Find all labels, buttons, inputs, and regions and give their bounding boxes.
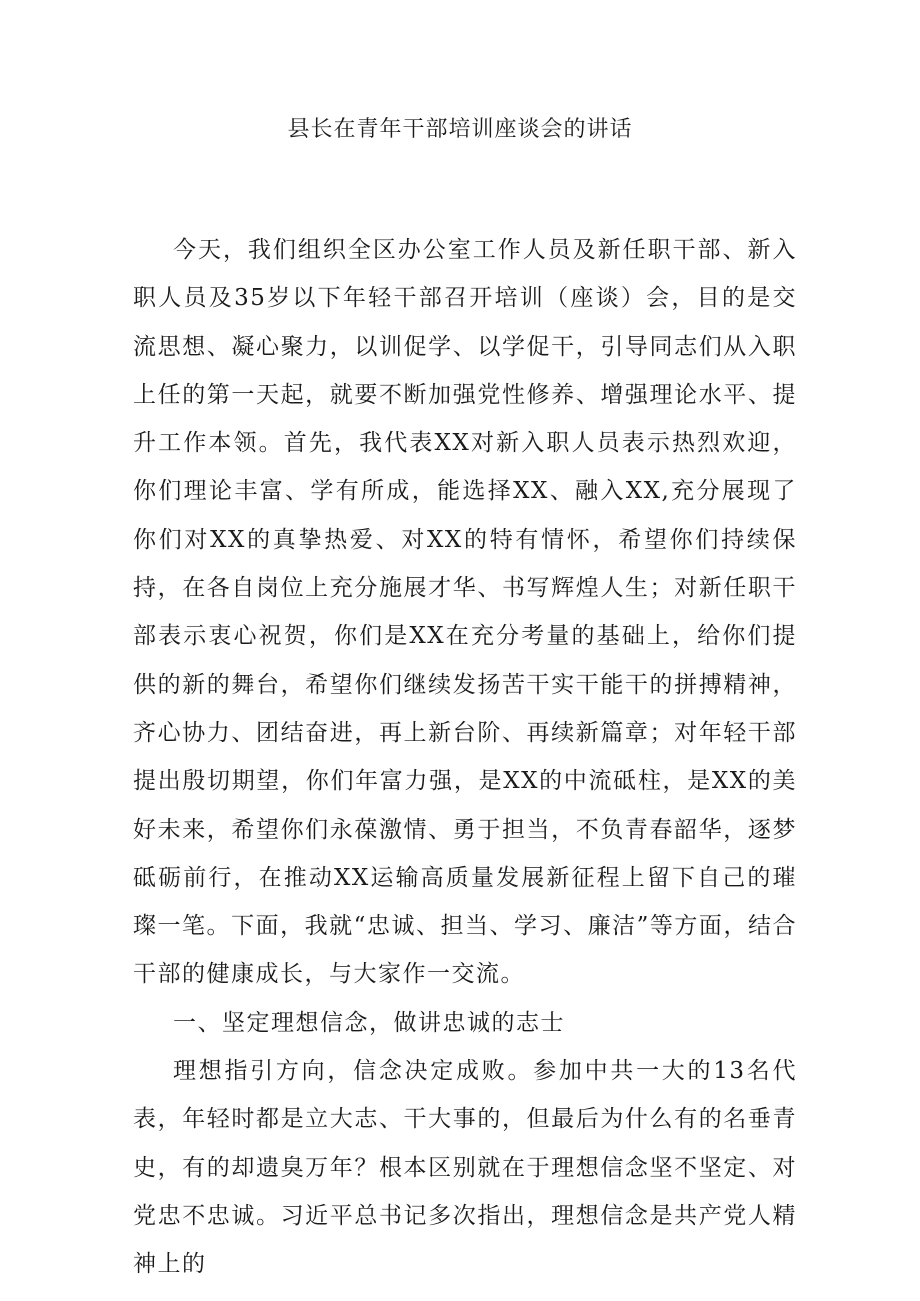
- paragraph-opening: 今天，我们组织全区办公室工作人员及新任职干部、新入职人员及35岁以下年轻干部召开培训（座谈）会，目的是交流思想、凝心聚力，以训促学、以学促干，引导同志们从入职上任的第一天起，就要不断加强党性修养、增强理论水平、提升工作本领。首先，我代表XX对新入职人员表示热烈欢迎，你们理论丰富、学有所成，能选择XX、融入XX,充分展现了你们对XX的真挚热爱、对XX的特有情怀，希望你们持续保持，在各自岗位上充分施展才华、书写辉煌人生；对新任职干部表示衷心祝贺，你们是XX在充分考量的基础上，给你们提供的新的舞台，希望你们继续发扬苦干实干能干的拼搏精神，齐心协力、团结奋进，再上新台阶、再续新篇章；对年轻干部提出殷切期望，你们年富力强，是XX的中流砥柱，是XX的美好未来，希望你们永葆激情、勇于担当，不负青春韶华，逐梦砥砺前行，在推动XX运输高质量发展新征程上留下自己的璀璨一笔。下面，我就“忠诚、担当、学习、廉洁”等方面，结合干部的健康成长，与大家作一交流。: [133, 237, 797, 988]
- document-body: [133, 226, 797, 1289]
- section-heading-1: 一、坚定理想信念，做讲忠诚的志士: [173, 1009, 565, 1036]
- paragraph-section-1: 理想指引方向，信念决定成败。参加中共一大的13名代表，年轻时都是立大志、干大事的，但最后为什么有的名垂青史，有的却遗臭万年？根本区别就在于理想信念坚不坚定、对党忠不忠诚。习近平总书记多次指出，理想信念是共产党人精神上的: [133, 1058, 797, 1278]
- document-title: 县长在青年干部培训座谈会的讲话: [287, 117, 633, 142]
